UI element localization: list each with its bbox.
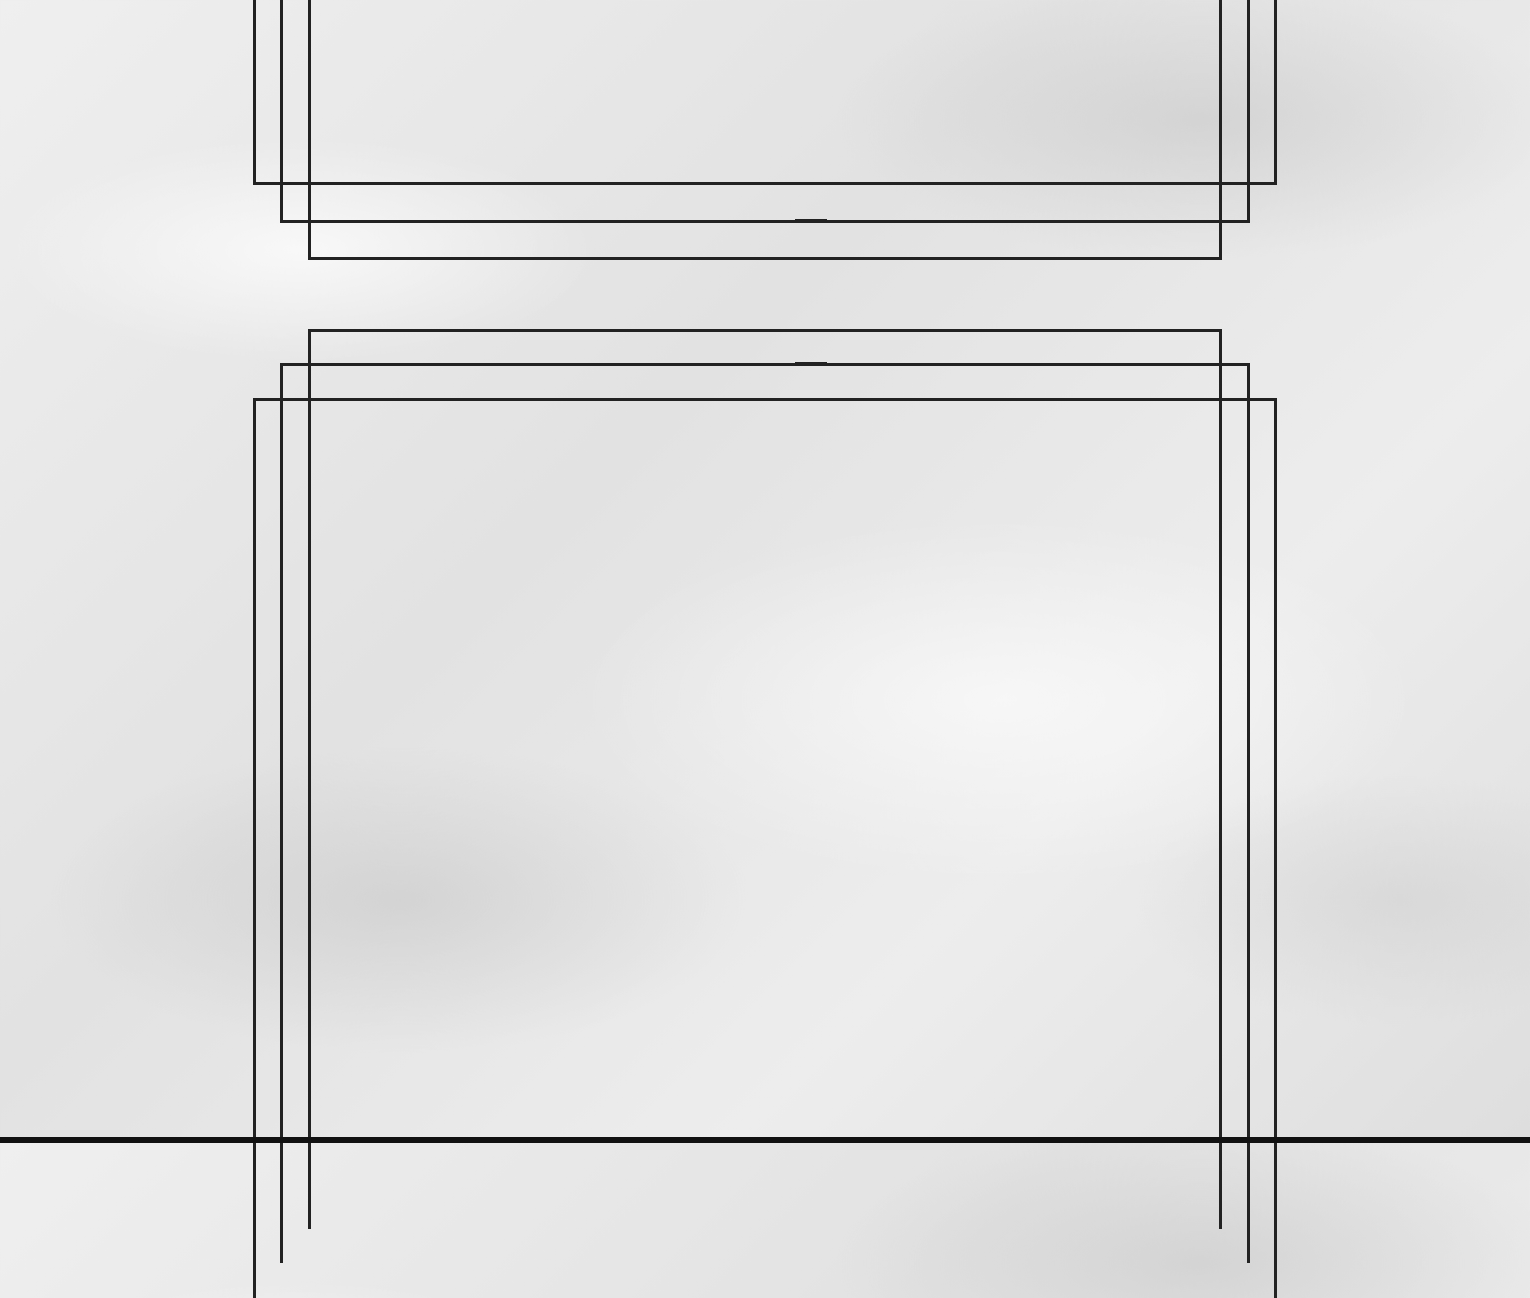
white-frame-center-mark xyxy=(795,362,827,366)
bottom-edge-bar xyxy=(0,1137,1530,1143)
red-frame-inner xyxy=(308,0,1222,260)
white-frame-outer xyxy=(253,398,1277,1298)
red-frame-center-mark xyxy=(795,219,827,223)
